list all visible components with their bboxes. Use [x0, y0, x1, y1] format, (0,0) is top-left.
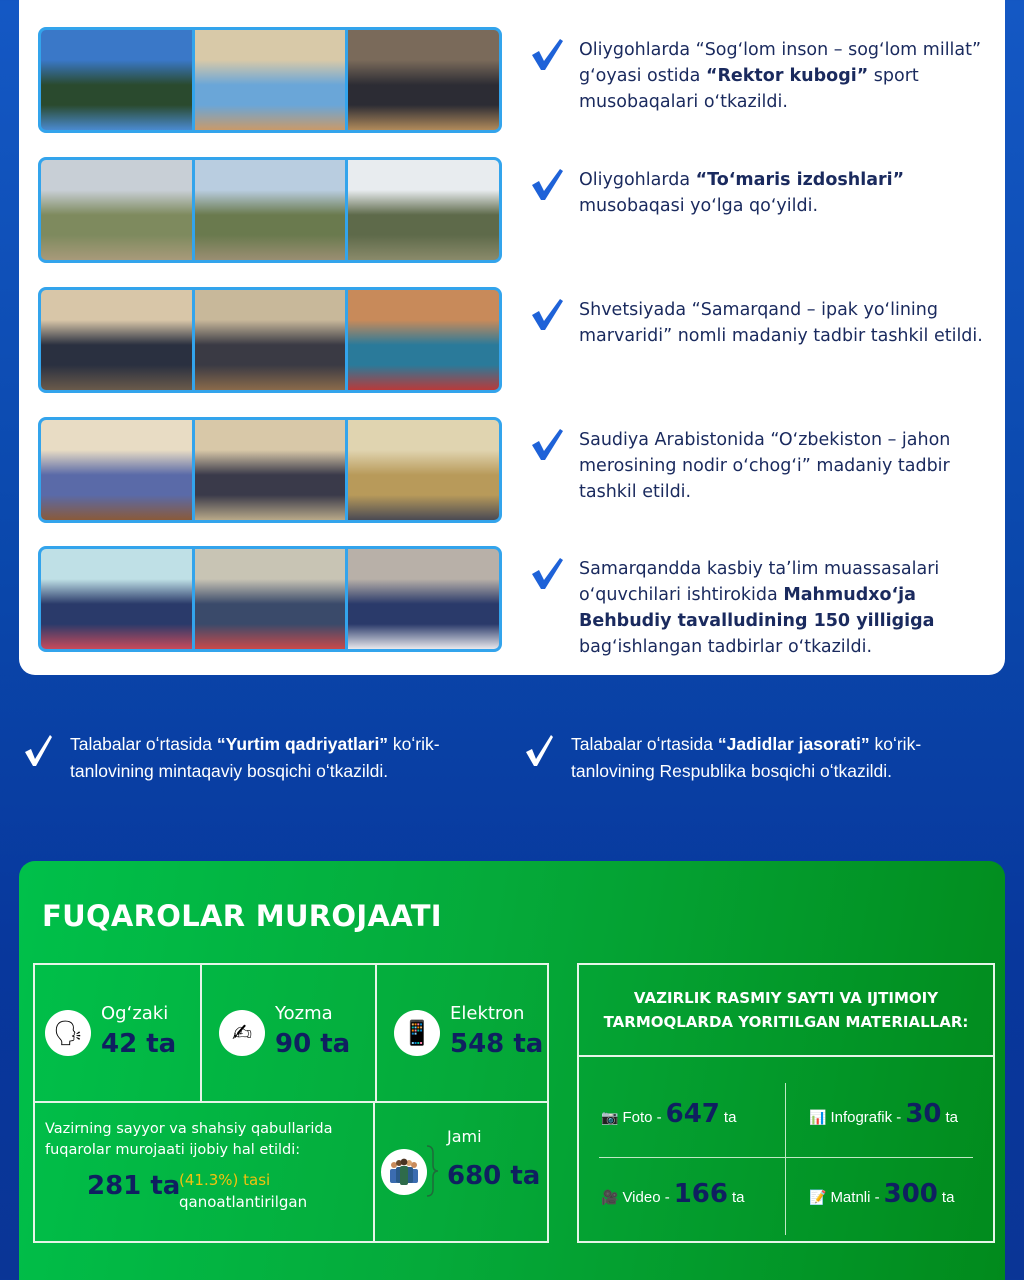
text-segment: Oliygohlarda [579, 170, 696, 190]
highlight-text: “Toʻmaris izdoshlari” [695, 170, 905, 190]
stat-value: 90 ta [275, 1029, 351, 1059]
resolved-note: qanoatlantirilgan [179, 1193, 308, 1211]
material-value: 30 [905, 1099, 942, 1129]
material-unit: ta [731, 1189, 745, 1206]
highlight-text: “Jadidlar jasorati” [717, 734, 870, 754]
checkmark-icon [22, 733, 54, 767]
material-value: 647 [665, 1099, 720, 1129]
sports-crowd-photo [348, 30, 499, 130]
activity-text [579, 297, 999, 349]
checkmark-icon [530, 297, 564, 331]
camera-icon: 📷 [601, 1109, 619, 1125]
text-segment: bagʻishlangan tadbirlar oʻtkazildi. [579, 637, 873, 657]
bar-chart-icon: 📊 [809, 1109, 827, 1125]
highlight-text: Mahmudxoʻja Behbudiy tavalludining 150 yilligiga [579, 585, 935, 631]
delegation-group-photo [41, 290, 192, 390]
activity-text [579, 427, 999, 505]
material-unit: ta [723, 1109, 737, 1126]
stat-electronic [377, 965, 547, 1101]
highlight-text: “Rektor kubogi” [705, 66, 869, 86]
text-segment: Samarqandda kasbiy taʼlim muassasalari oʻquvchilari ishtirokida [579, 559, 940, 605]
photo-strip [38, 287, 502, 393]
appeals-stats-grid [33, 963, 549, 1243]
appeal-types-row [35, 965, 547, 1103]
stat-oral [35, 965, 202, 1101]
material-unit: ta [945, 1109, 959, 1126]
material-label: Foto - [622, 1109, 662, 1126]
activity-text [579, 37, 999, 115]
stat-written [202, 965, 377, 1101]
people-group-icon [381, 1149, 427, 1195]
stat-label: Yozma [275, 1003, 333, 1024]
text-segment: Oliygohlarda “Sogʻlom inson – sogʻlom millat” gʻoyasi ostida [579, 40, 982, 86]
highlight-text: “Yurtim qadriyatlari” [216, 734, 389, 754]
divider [599, 1157, 973, 1158]
archery-photo [348, 160, 499, 260]
award-ceremony-photo [195, 30, 346, 130]
text-segment: sport musobaqalari oʻtkazildi. [579, 66, 919, 112]
resolved-cell [35, 1103, 375, 1241]
divider [785, 1083, 786, 1235]
dance-performance-photo [195, 290, 346, 390]
total-label: Jami [447, 1127, 482, 1146]
activity-row [38, 27, 1008, 133]
photo-strip [38, 546, 502, 652]
resolved-percent: (41.3%) tasi [179, 1171, 271, 1189]
checkmark-icon [530, 556, 564, 590]
total-cell [377, 1103, 547, 1241]
award-stage-photo [41, 549, 192, 649]
speaking-head-icon: 🗣 [45, 1010, 91, 1056]
stat-value: 42 ta [101, 1029, 177, 1059]
activity-row [38, 417, 1008, 523]
material-infographic [809, 1099, 958, 1129]
text-segment: Talabalar oʻrtasida [70, 734, 217, 754]
material-value: 166 [673, 1179, 728, 1209]
resolved-row [35, 1103, 547, 1241]
brace-icon [425, 1145, 439, 1197]
citizen-appeals-section [19, 861, 1005, 1280]
writing-hand-icon: ✍ [219, 1010, 265, 1056]
sports-hall-team-photo [41, 30, 192, 130]
checkmark-icon [530, 427, 564, 461]
presentation-photo [41, 420, 192, 520]
text-segment: Talabalar oʻrtasida [571, 734, 718, 754]
group-photo [195, 420, 346, 520]
text-segment: Saudiya Arabistonida “Oʻzbekiston – jahon merosining nodir oʻchogʻi” madaniy tadbir tashkil etildi. [579, 430, 951, 502]
material-video [601, 1179, 745, 1209]
activity-text [579, 167, 999, 219]
resolved-value: 281 ta [87, 1171, 181, 1201]
material-value: 300 [883, 1179, 938, 1209]
material-photo [601, 1099, 736, 1129]
material-text [809, 1179, 954, 1209]
contest-text [70, 731, 470, 784]
stat-value: 548 ta [450, 1029, 544, 1059]
reception-hall-photo [348, 420, 499, 520]
materials-grid [577, 963, 995, 1243]
activity-text [579, 556, 999, 660]
material-unit: ta [941, 1189, 955, 1206]
stat-label: Elektron [450, 1003, 525, 1024]
speaker-photo [348, 549, 499, 649]
contest-text [571, 731, 971, 784]
auditorium-group-photo [195, 549, 346, 649]
checkmark-icon [530, 37, 564, 71]
activity-row [38, 287, 1008, 393]
cadets-lineup-photo [195, 160, 346, 260]
material-label: Video - [622, 1189, 670, 1206]
video-camera-icon: 🎥 [601, 1189, 619, 1205]
text-segment: musobaqasi yoʻlga qoʻyildi. [579, 196, 819, 216]
material-label: Infografik - [830, 1109, 902, 1126]
checkmark-icon [523, 733, 555, 767]
activity-row [38, 546, 1008, 657]
rifle-assembly-photo [41, 160, 192, 260]
handicrafts-photo [348, 290, 499, 390]
section-title: FUQAROLAR MUROJAATI [42, 899, 442, 933]
total-value: 680 ta [447, 1161, 541, 1191]
checkmark-icon [530, 167, 564, 201]
memo-icon: 📝 [809, 1189, 827, 1205]
text-segment: Shvetsiyada “Samarqand – ipak yoʻlining marvaridi” nomli madaniy tadbir tashkil etildi. [579, 300, 983, 346]
mobile-phone-icon: 📱 [394, 1010, 440, 1056]
text-segment: koʻrik-tanlovining mintaqaviy bosqichi oʻtkazildi. [70, 734, 440, 781]
stat-label: Og‘zaki [101, 1003, 169, 1024]
photo-strip [38, 417, 502, 523]
material-label: Matnli - [830, 1189, 880, 1206]
materials-title: VAZIRLIK RASMIY SAYTI VA IJTIMOIY TARMOQLARDA YORITILGAN MATERIALLAR: [579, 965, 993, 1057]
activity-row [38, 157, 1008, 263]
photo-strip [38, 27, 502, 133]
text-segment: koʻrik-tanlovining Respublika bosqichi oʻtkazildi. [571, 734, 922, 781]
photo-strip [38, 157, 502, 263]
resolved-description: Vazirning sayyor va shahsiy qabullarida fuqarolar murojaati ijobiy hal etildi: [45, 1121, 333, 1158]
